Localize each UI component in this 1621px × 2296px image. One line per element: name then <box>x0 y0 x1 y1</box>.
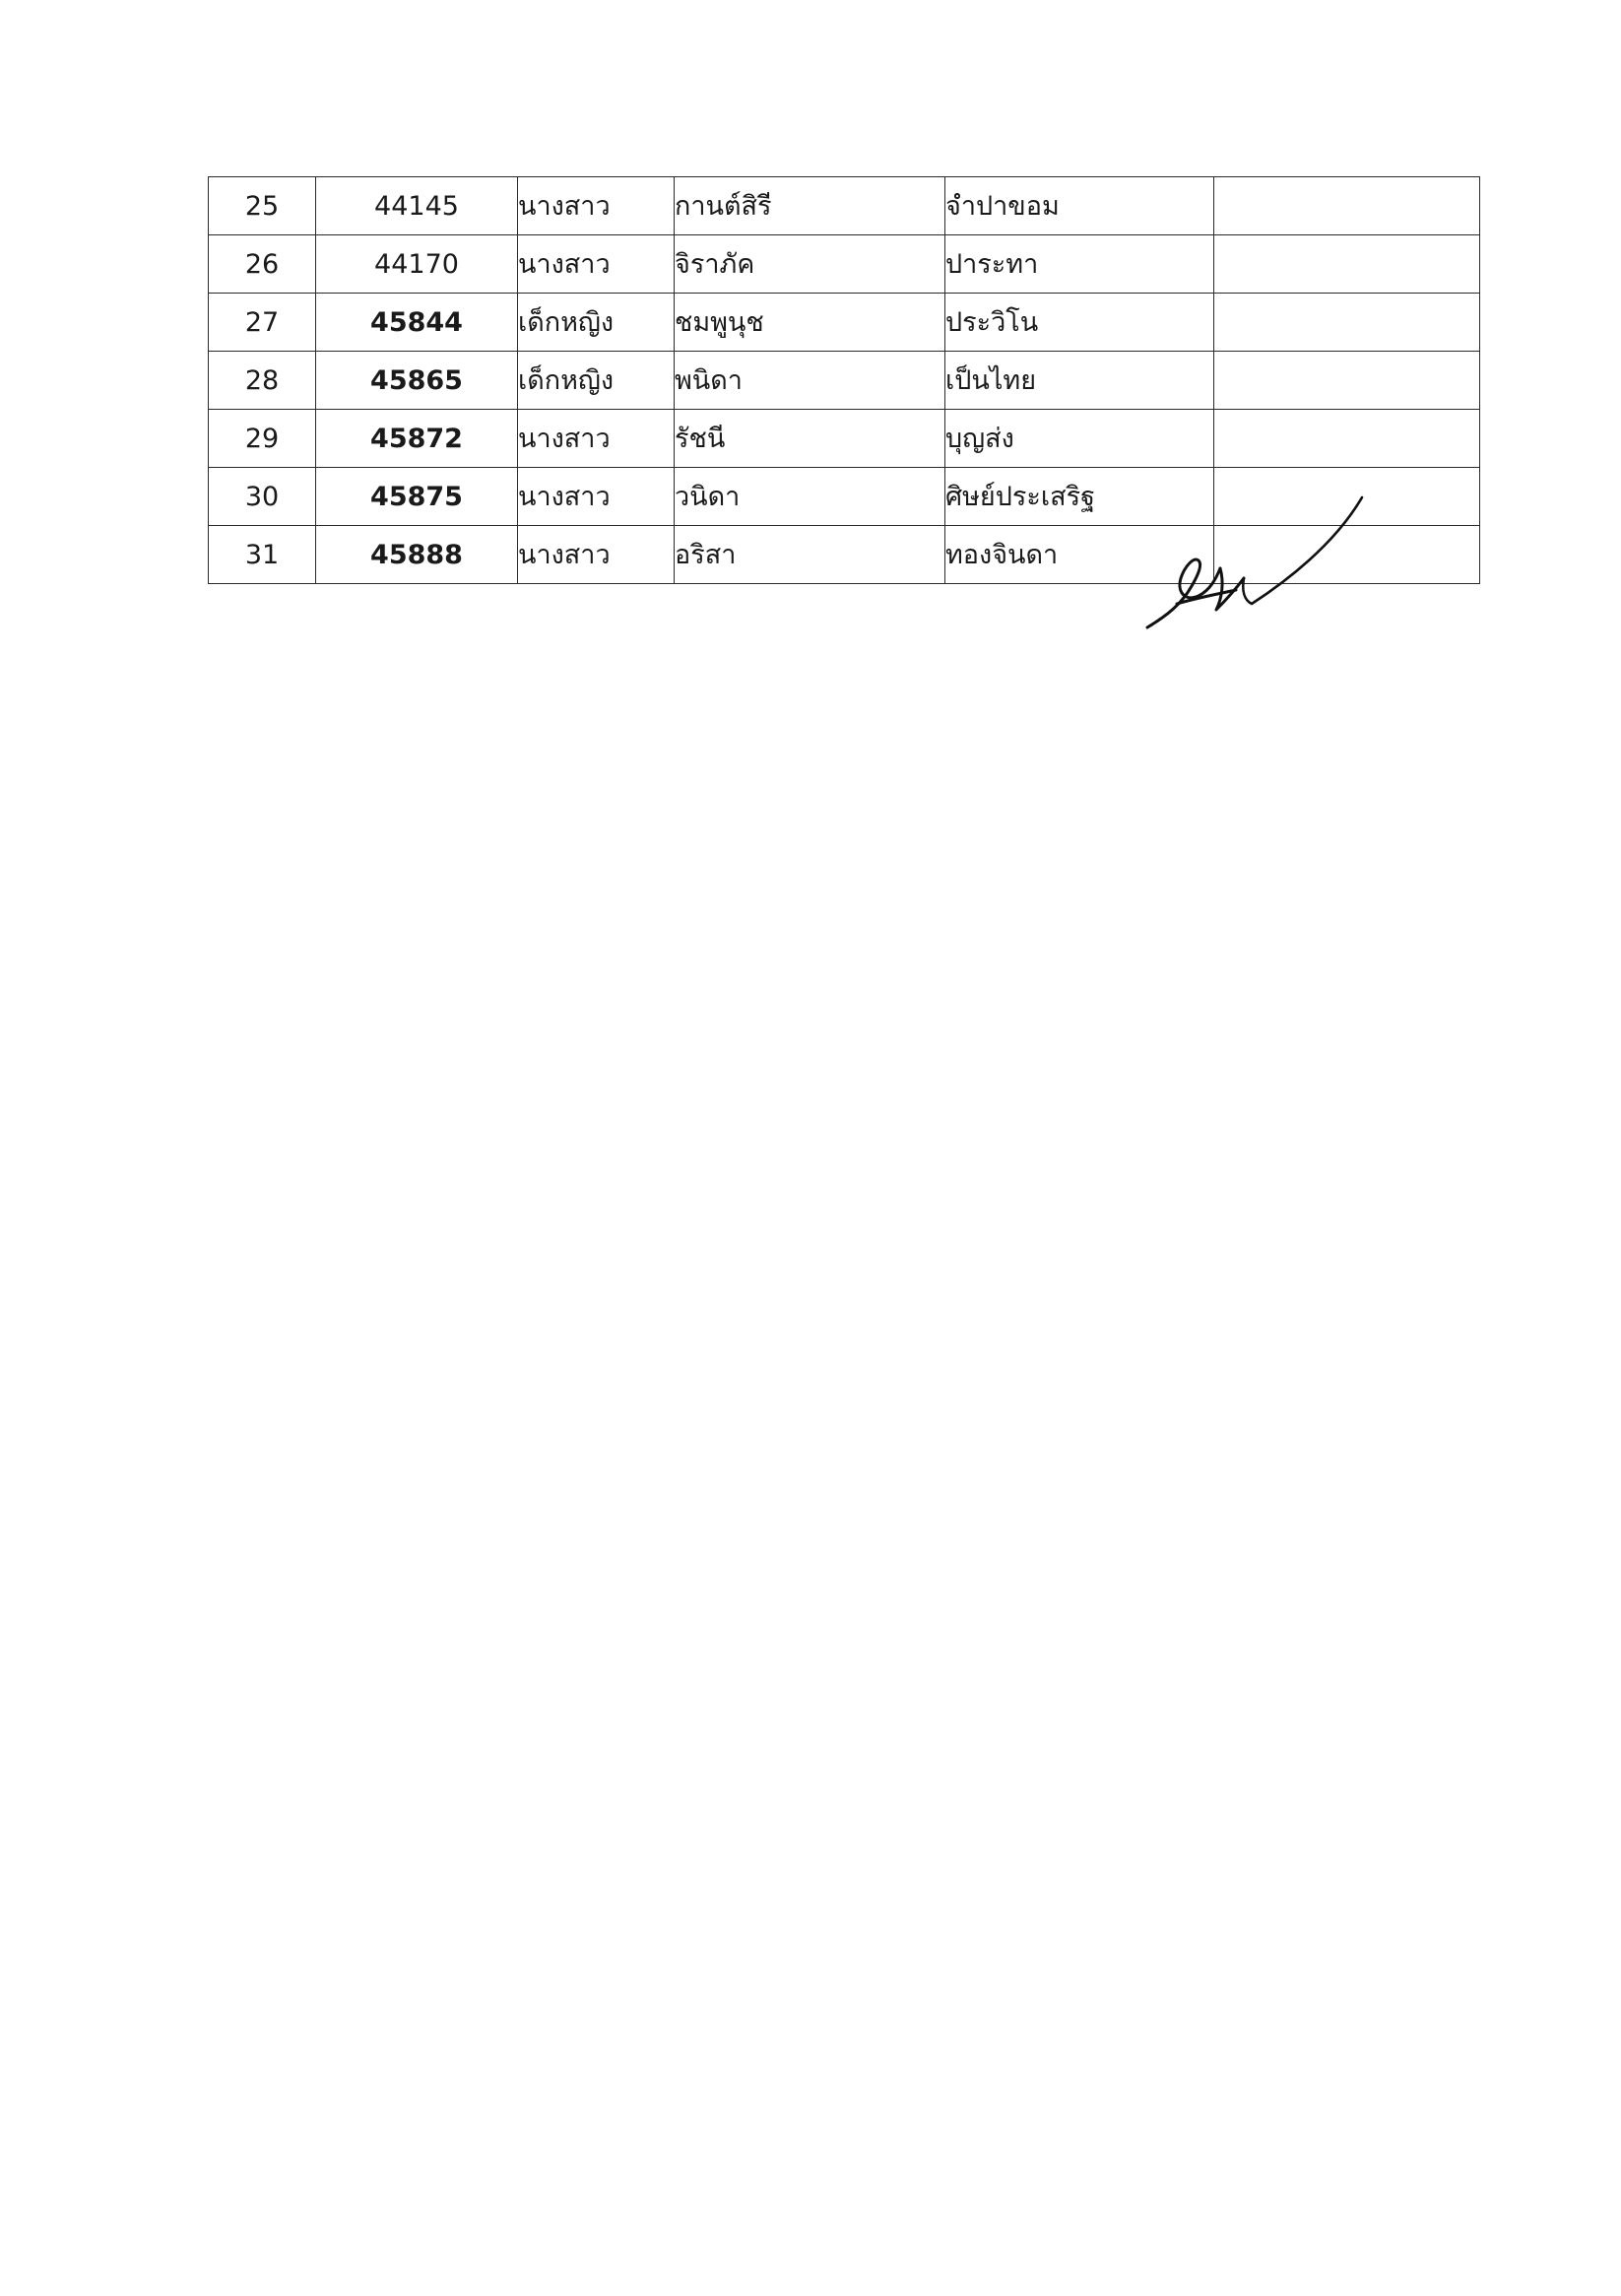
table-row <box>209 410 1480 468</box>
last-name-cell: ประวิโน <box>945 294 1214 352</box>
note-cell <box>1214 235 1480 294</box>
note-cell <box>1214 410 1480 468</box>
signature-strokes <box>1147 497 1362 627</box>
student-id-cell: 45875 <box>316 468 518 526</box>
name-title-cell: นางสาว <box>518 410 675 468</box>
note-cell <box>1214 294 1480 352</box>
last-name-cell: เป็นไทย <box>945 352 1214 410</box>
student-id-cell: 45844 <box>316 294 518 352</box>
last-name-cell: ทองจินดา <box>945 526 1214 584</box>
note-cell <box>1214 352 1480 410</box>
handwritten-signature-icon <box>1137 488 1374 635</box>
name-title-cell: นางสาว <box>518 468 675 526</box>
last-name-cell: ปาระทา <box>945 235 1214 294</box>
student-id-cell: 44170 <box>316 235 518 294</box>
last-name-cell: บุญส่ง <box>945 410 1214 468</box>
name-title-cell: เด็กหญิง <box>518 294 675 352</box>
row-number-cell: 28 <box>209 352 316 410</box>
student-id-cell: 45872 <box>316 410 518 468</box>
name-title-cell: นางสาว <box>518 526 675 584</box>
first-name-cell: รัชนี <box>675 410 945 468</box>
row-number-cell: 27 <box>209 294 316 352</box>
row-number-cell: 29 <box>209 410 316 468</box>
first-name-cell: พนิดา <box>675 352 945 410</box>
row-number-cell: 31 <box>209 526 316 584</box>
first-name-cell: กานต์สิรี <box>675 177 945 235</box>
first-name-cell: อริสา <box>675 526 945 584</box>
table-row <box>209 235 1480 294</box>
row-number-cell: 26 <box>209 235 316 294</box>
note-cell <box>1214 177 1480 235</box>
row-number-cell: 25 <box>209 177 316 235</box>
student-id-cell: 45865 <box>316 352 518 410</box>
first-name-cell: จิราภัค <box>675 235 945 294</box>
first-name-cell: ชมพูนุช <box>675 294 945 352</box>
name-title-cell: นางสาว <box>518 177 675 235</box>
row-number-cell: 30 <box>209 468 316 526</box>
student-id-cell: 45888 <box>316 526 518 584</box>
last-name-cell: ศิษย์ประเสริฐ <box>945 468 1214 526</box>
table-row <box>209 177 1480 235</box>
last-name-cell: จำปาขอม <box>945 177 1214 235</box>
table-row <box>209 352 1480 410</box>
first-name-cell: วนิดา <box>675 468 945 526</box>
table-row <box>209 294 1480 352</box>
name-title-cell: นางสาว <box>518 235 675 294</box>
name-title-cell: เด็กหญิง <box>518 352 675 410</box>
student-id-cell: 44145 <box>316 177 518 235</box>
